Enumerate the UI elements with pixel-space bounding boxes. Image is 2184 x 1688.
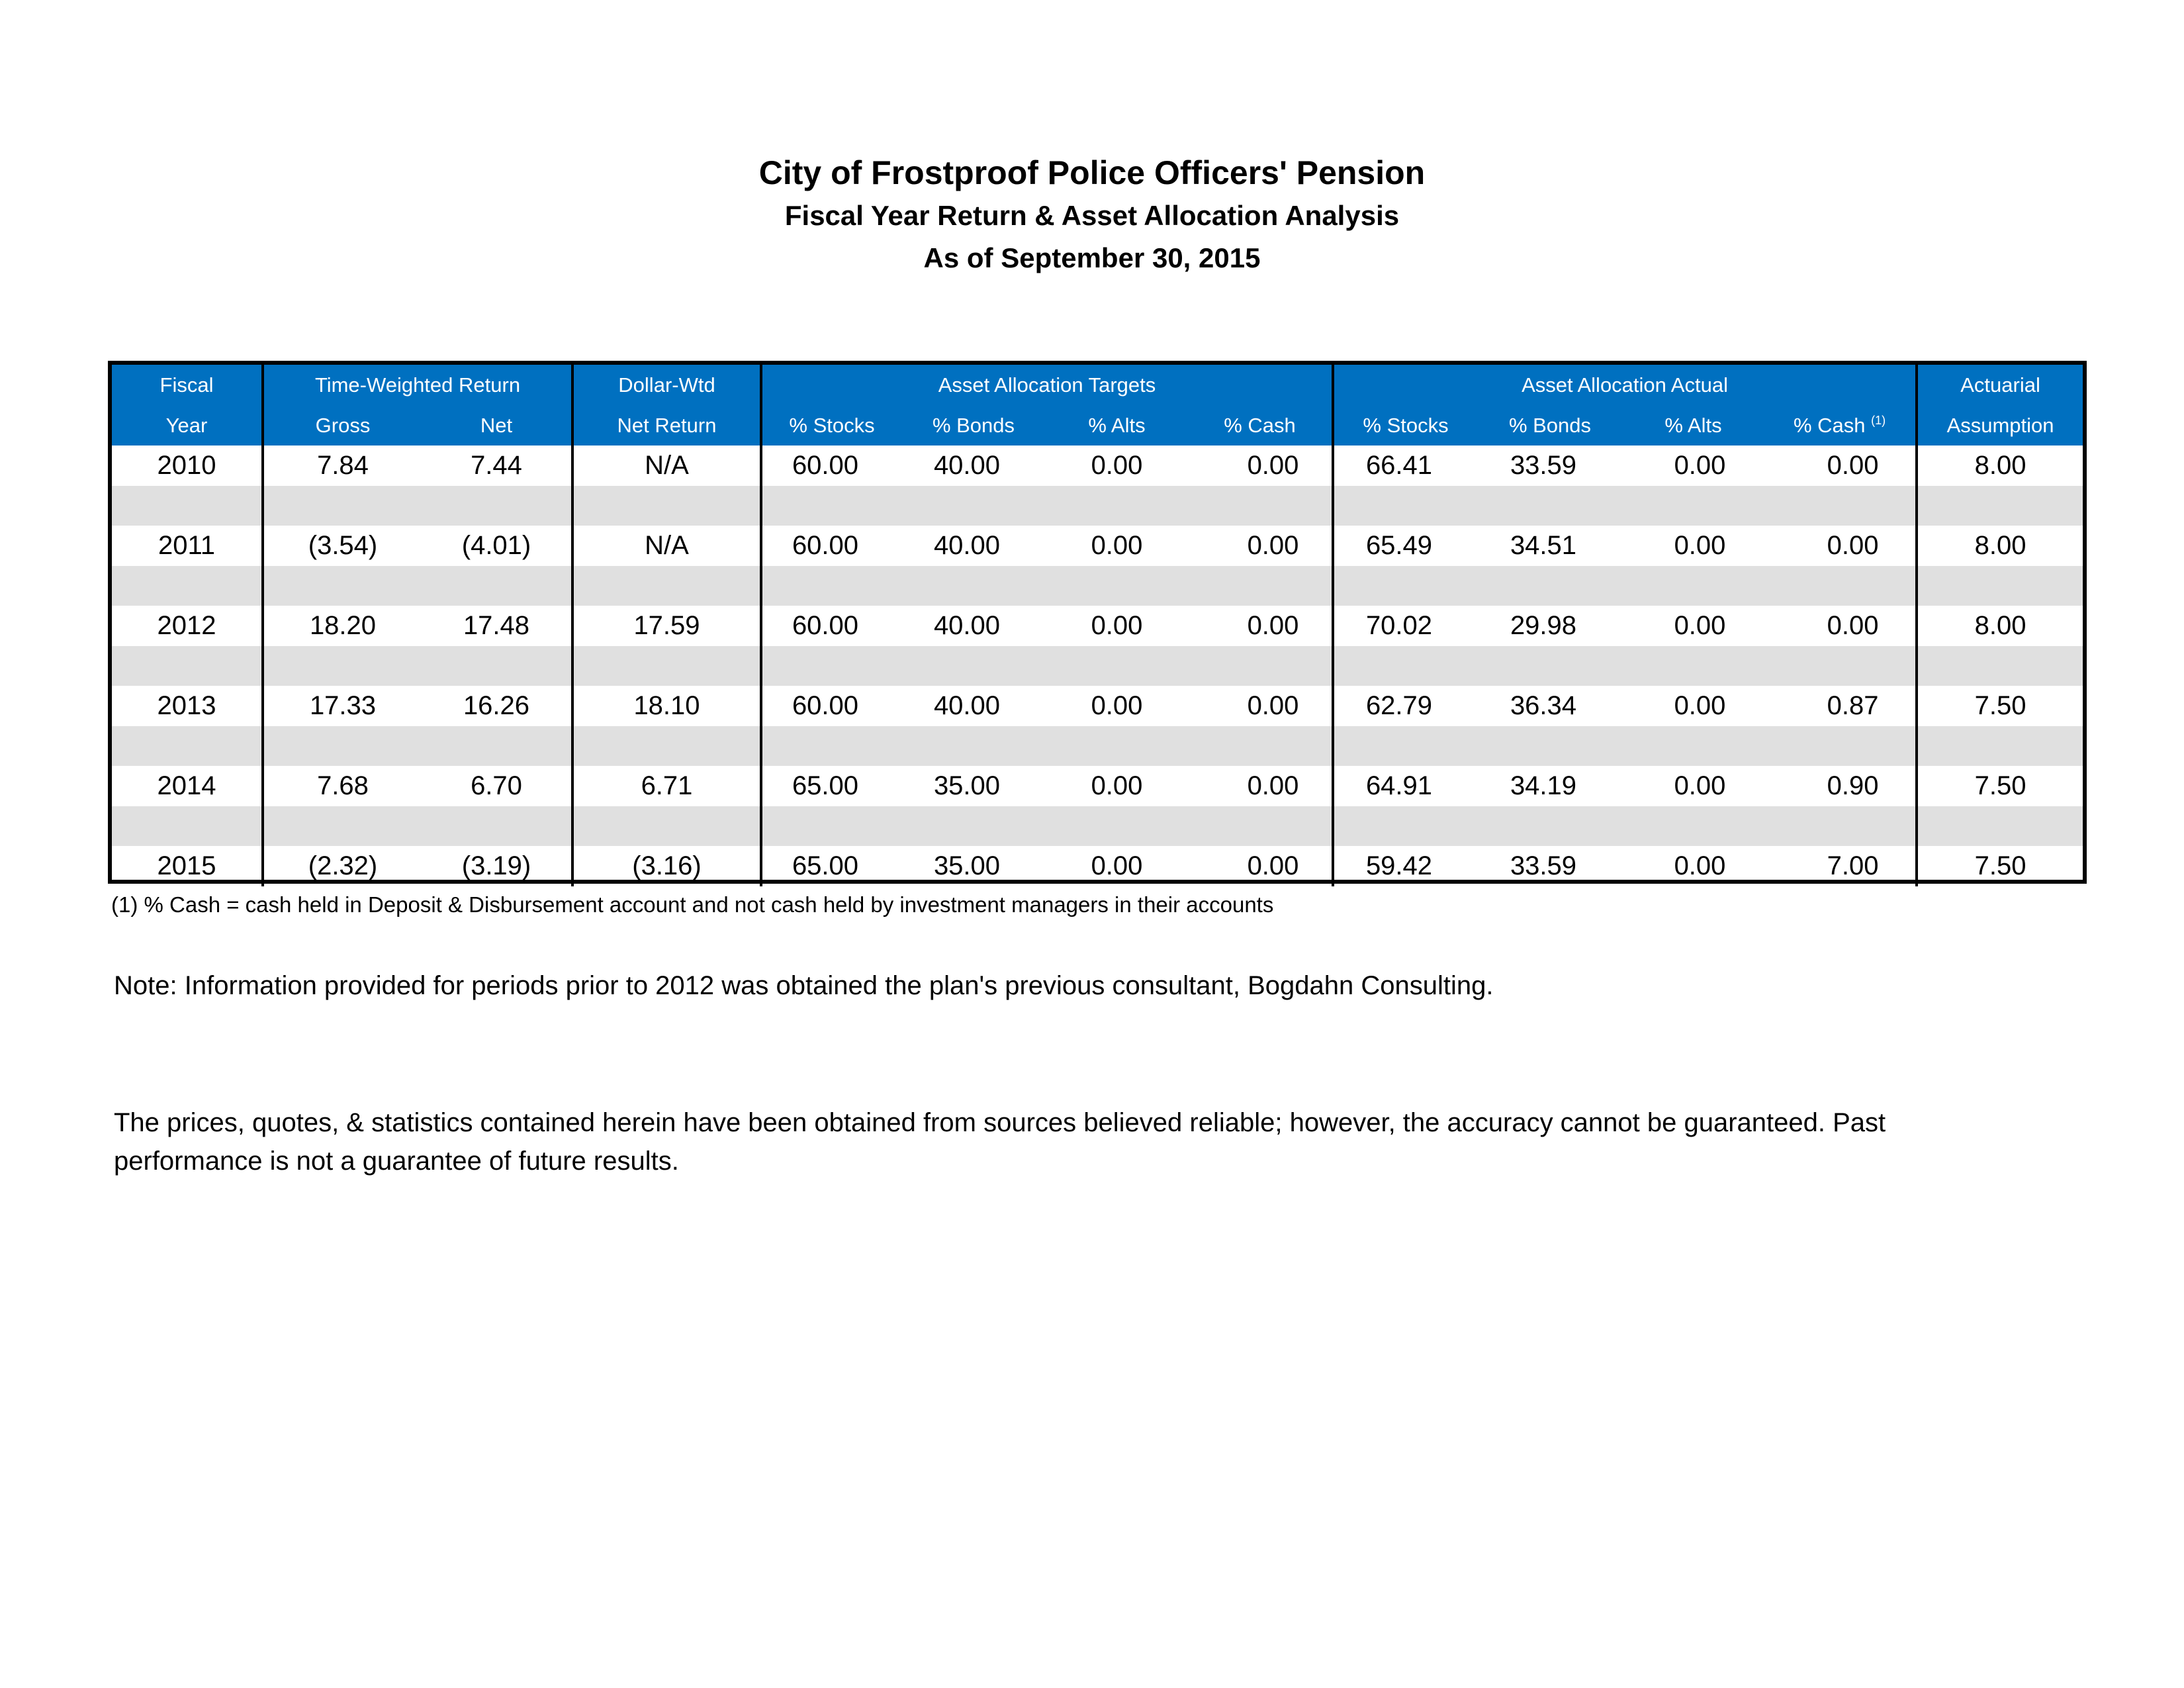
table-row [112, 606, 2083, 646]
cell-t-alts: 0.00 [1091, 451, 1143, 480]
cell-a-bonds: 36.34 [1510, 691, 1577, 720]
header-fiscal: Fiscal [112, 365, 263, 405]
spacer-cell [1764, 646, 1917, 686]
header-dollar-wtd: Dollar-Wtd [572, 365, 761, 405]
spacer-cell [1477, 726, 1623, 766]
cell-t-bonds: 40.00 [933, 611, 1001, 640]
cell-a-cash: 0.87 [1764, 686, 1917, 726]
header-gross: Gross [263, 405, 422, 445]
cell-net: 7.44 [422, 445, 572, 486]
cell-a-bonds: 29.98 [1510, 611, 1577, 640]
cell-t-stocks: 65.00 [792, 771, 859, 800]
cell-gross: (2.32) [308, 851, 378, 880]
cell-net: (3.19) [422, 846, 572, 886]
cell-actuarial: 7.50 [1974, 691, 2026, 720]
header-target-cash: % Cash [1188, 405, 1333, 445]
cell-gross: 7.68 [317, 771, 369, 800]
spacer-cell [1046, 726, 1188, 766]
spacer-cell [112, 566, 263, 606]
cell-gross: 17.33 [309, 691, 377, 720]
spacer-cell [1477, 486, 1623, 526]
cell-t-bonds: 40.00 [933, 691, 1001, 720]
spacer-cell [572, 806, 761, 846]
cell-t-alts: 0.00 [1091, 851, 1143, 880]
header-row-2 [112, 405, 2083, 445]
spacer-cell [1046, 806, 1188, 846]
spacer-cell [901, 646, 1046, 686]
spacer-cell [1764, 566, 1917, 606]
cell-year: 2011 [112, 526, 263, 566]
spacer-cell [1623, 726, 1764, 766]
cell-a-bonds: 34.19 [1510, 771, 1577, 800]
cell-net: 6.70 [422, 766, 572, 806]
cell-dw: 6.71 [572, 766, 761, 806]
cash-footnote: (1) % Cash = cash held in Deposit & Disbursement account and not cash held by investment managers in their accounts [111, 892, 1274, 917]
cell-t-alts: 0.00 [1091, 531, 1143, 560]
cell-t-bonds: 35.00 [933, 771, 1001, 800]
report-date: As of September 30, 2015 [923, 242, 1261, 273]
table-row [112, 445, 2083, 486]
spacer-cell [901, 566, 1046, 606]
spacer-cell [1477, 646, 1623, 686]
spacer-cell [263, 806, 422, 846]
cell-a-bonds: 33.59 [1510, 451, 1577, 480]
cell-a-alts: 0.00 [1674, 771, 1726, 800]
cell-dw: N/A [572, 526, 761, 566]
spacer-cell [1333, 486, 1477, 526]
cell-t-stocks: 65.00 [792, 851, 859, 880]
cell-t-alts: 0.00 [1091, 691, 1143, 720]
spacer-row [112, 486, 2083, 526]
spacer-cell [1623, 486, 1764, 526]
cell-dw: 17.59 [572, 606, 761, 646]
data-table [112, 365, 2083, 886]
cell-a-bonds: 33.59 [1510, 851, 1577, 880]
spacer-cell [1623, 806, 1764, 846]
cell-t-bonds: 35.00 [933, 851, 1001, 880]
cell-a-cash: 0.00 [1764, 606, 1917, 646]
spacer-cell [422, 646, 572, 686]
cell-dw: 18.10 [572, 686, 761, 726]
cell-t-alts: 0.00 [1091, 771, 1143, 800]
spacer-cell [263, 486, 422, 526]
header-target-bonds: % Bonds [901, 405, 1046, 445]
disclaimer: The prices, quotes, & statistics contained herein have been obtained from sources believed reliable; however, the accuracy cannot be guaranteed. Past performance is not a guarantee of future results. [114, 1108, 1886, 1176]
spacer-cell [422, 726, 572, 766]
table-row [112, 846, 2083, 886]
table-row [112, 686, 2083, 726]
spacer-cell [422, 806, 572, 846]
spacer-cell [1764, 726, 1917, 766]
cell-t-cash: 0.00 [1188, 606, 1333, 646]
report-subtitle: Fiscal Year Return & Asset Allocation Analysis [784, 200, 1400, 231]
spacer-cell [761, 806, 901, 846]
spacer-cell [112, 806, 263, 846]
spacer-row [112, 566, 2083, 606]
spacer-cell [1917, 806, 2083, 846]
spacer-cell [901, 726, 1046, 766]
spacer-cell [112, 486, 263, 526]
spacer-cell [1333, 566, 1477, 606]
spacer-cell [1917, 486, 2083, 526]
header-target-alts: % Alts [1046, 405, 1188, 445]
cell-gross: 7.84 [317, 451, 369, 480]
cell-dw: (3.16) [572, 846, 761, 886]
consultant-note: Note: Information provided for periods prior to 2012 was obtained the plan's previous consultant, Bogdahn Consulting. [114, 971, 1494, 1000]
cell-a-stocks: 59.42 [1365, 851, 1433, 880]
spacer-cell [422, 486, 572, 526]
cell-actuarial: 8.00 [1974, 451, 2026, 480]
returns-allocation-table [108, 361, 2087, 884]
spacer-cell [422, 566, 572, 606]
spacer-row [112, 646, 2083, 686]
spacer-cell [263, 566, 422, 606]
cell-a-alts: 0.00 [1674, 851, 1726, 880]
cell-actuarial: 8.00 [1974, 611, 2026, 640]
cell-a-alts: 0.00 [1674, 611, 1726, 640]
cell-a-stocks: 64.91 [1365, 771, 1433, 800]
header-actuarial: Actuarial [1917, 365, 2083, 405]
header-actual-alts: % Alts [1623, 405, 1764, 445]
footnote-marker: (1) [1871, 413, 1886, 427]
header-net: Net [422, 405, 572, 445]
spacer-cell [1623, 646, 1764, 686]
spacer-cell [1188, 646, 1333, 686]
spacer-cell [1623, 566, 1764, 606]
table-row [112, 766, 2083, 806]
spacer-cell [1917, 646, 2083, 686]
cell-dw: N/A [572, 445, 761, 486]
cell-a-cash: 0.00 [1764, 445, 1917, 486]
cell-net: 16.26 [422, 686, 572, 726]
spacer-cell [263, 646, 422, 686]
spacer-cell [761, 726, 901, 766]
cell-actuarial: 8.00 [1974, 531, 2026, 560]
header-actual-cash-label: % Cash [1793, 413, 1866, 437]
header-assumption: Assumption [1917, 405, 2083, 445]
header-target-stocks: % Stocks [761, 405, 901, 445]
header-actual-stocks: % Stocks [1333, 405, 1477, 445]
spacer-cell [1046, 486, 1188, 526]
spacer-cell [901, 806, 1046, 846]
header-allocation-actual: Asset Allocation Actual [1333, 365, 1917, 405]
spacer-cell [1917, 566, 2083, 606]
spacer-cell [112, 646, 263, 686]
cell-year: 2014 [112, 766, 263, 806]
cell-a-stocks: 65.49 [1365, 531, 1433, 560]
cell-year: 2012 [112, 606, 263, 646]
table-row [112, 526, 2083, 566]
cell-t-cash: 0.00 [1188, 686, 1333, 726]
spacer-cell [572, 726, 761, 766]
cell-actuarial: 7.50 [1974, 771, 2026, 800]
cell-a-cash: 0.00 [1764, 526, 1917, 566]
cell-t-cash: 0.00 [1188, 766, 1333, 806]
spacer-cell [761, 646, 901, 686]
spacer-cell [901, 486, 1046, 526]
header-allocation-targets: Asset Allocation Targets [761, 365, 1333, 405]
cell-actuarial: 7.50 [1974, 851, 2026, 880]
header-net-return: Net Return [572, 405, 761, 445]
header-year: Year [112, 405, 263, 445]
spacer-cell [112, 726, 263, 766]
cell-t-cash: 0.00 [1188, 445, 1333, 486]
spacer-cell [1188, 566, 1333, 606]
spacer-cell [572, 486, 761, 526]
cell-a-stocks: 66.41 [1365, 451, 1433, 480]
spacer-cell [1046, 646, 1188, 686]
cell-a-alts: 0.00 [1674, 451, 1726, 480]
report-titles [0, 151, 2184, 279]
cell-t-stocks: 60.00 [792, 691, 859, 720]
cell-t-stocks: 60.00 [792, 451, 859, 480]
spacer-cell [1764, 806, 1917, 846]
cell-t-bonds: 40.00 [933, 451, 1001, 480]
header-time-weighted-return: Time-Weighted Return [263, 365, 572, 405]
cell-t-stocks: 60.00 [792, 531, 859, 560]
spacer-cell [761, 486, 901, 526]
spacer-cell [572, 646, 761, 686]
cell-a-alts: 0.00 [1674, 531, 1726, 560]
cell-year: 2015 [112, 846, 263, 886]
cell-a-cash: 0.90 [1764, 766, 1917, 806]
cell-t-cash: 0.00 [1188, 526, 1333, 566]
spacer-row [112, 726, 2083, 766]
spacer-cell [1333, 726, 1477, 766]
spacer-cell [1188, 806, 1333, 846]
spacer-cell [1477, 566, 1623, 606]
cell-t-alts: 0.00 [1091, 611, 1143, 640]
spacer-cell [1188, 486, 1333, 526]
spacer-cell [761, 566, 901, 606]
spacer-cell [1764, 486, 1917, 526]
cell-net: 17.48 [422, 606, 572, 646]
cell-gross: (3.54) [308, 531, 378, 560]
cell-t-bonds: 40.00 [933, 531, 1001, 560]
cell-t-cash: 0.00 [1188, 846, 1333, 886]
cell-t-stocks: 60.00 [792, 611, 859, 640]
report-title: City of Frostproof Police Officers' Pension [758, 154, 1426, 191]
spacer-cell [263, 726, 422, 766]
spacer-cell [572, 566, 761, 606]
spacer-cell [1477, 806, 1623, 846]
cell-a-stocks: 62.79 [1365, 691, 1433, 720]
spacer-cell [1917, 726, 2083, 766]
cell-a-stocks: 70.02 [1365, 611, 1433, 640]
cell-a-cash: 7.00 [1764, 846, 1917, 886]
header-actual-bonds: % Bonds [1477, 405, 1623, 445]
header-row-1 [112, 365, 2083, 405]
cell-a-bonds: 34.51 [1510, 531, 1577, 560]
spacer-cell [1333, 646, 1477, 686]
cell-net: (4.01) [422, 526, 572, 566]
spacer-cell [1046, 566, 1188, 606]
spacer-cell [1333, 806, 1477, 846]
header-actual-cash [1764, 405, 1917, 445]
cell-gross: 18.20 [309, 611, 377, 640]
spacer-row [112, 806, 2083, 846]
cell-year: 2013 [112, 686, 263, 726]
spacer-cell [1188, 726, 1333, 766]
cell-year: 2010 [112, 445, 263, 486]
cell-a-alts: 0.00 [1674, 691, 1726, 720]
